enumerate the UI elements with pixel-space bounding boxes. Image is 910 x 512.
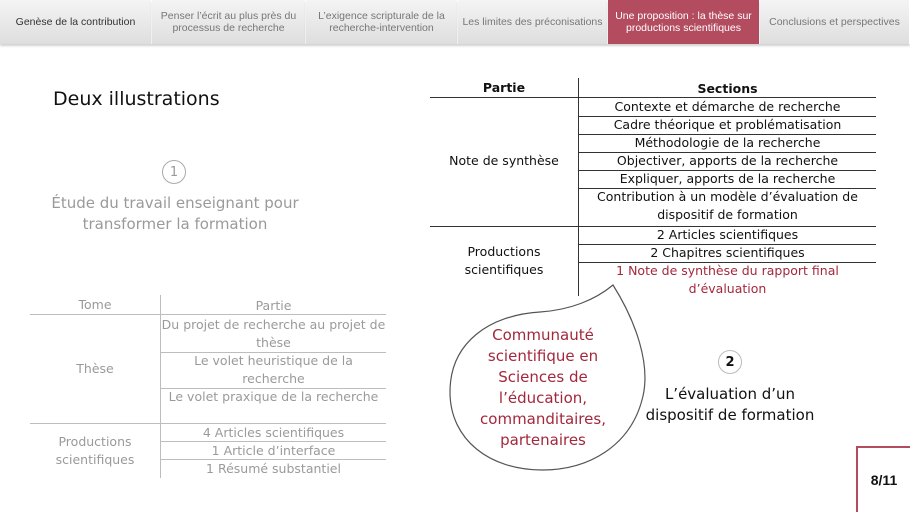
left-table-group-productions: Productions scientifiques: [55, 434, 135, 467]
right-table-row: Cadre théorique et problématisation: [613, 117, 842, 132]
left-table-row: 1 Article d’interface: [211, 443, 336, 458]
left-table-row: 1 Résumé substantiel: [206, 461, 341, 476]
tab-conclusions[interactable]: Conclusions et perspectives: [760, 0, 910, 44]
right-table-row: Contribution à un modèle d’évaluation de dispositif de formation: [597, 189, 858, 222]
number-badge-2: 2: [718, 350, 742, 374]
tab-limites[interactable]: Les limites des préconisations: [458, 0, 608, 44]
right-table-row: Objectiver, apports de la recherche: [616, 153, 839, 168]
right-table-header-partie: Partie: [482, 80, 526, 95]
section-nav: [0, 0, 910, 46]
left-table-group-these: Thèse: [76, 361, 114, 376]
bubble-text: Communauté scientifique en Sciences de l’éducation, commanditaires, partenaires: [480, 326, 606, 449]
tab-proposition-active[interactable]: Une proposition : la thèse sur productions scientifiques: [608, 0, 760, 44]
right-table-row: 2 Chapitres scientifiques: [650, 245, 805, 260]
left-table-row: 4 Articles scientifiques: [202, 425, 345, 440]
tab-genese[interactable]: Genèse de la contribution: [0, 0, 152, 44]
left-table-row: Du projet de recherche au projet de thèse: [161, 317, 386, 350]
left-table-header-partie: Partie: [255, 298, 292, 313]
right-table-group-note: Note de synthèse: [449, 153, 559, 168]
right-table-row-highlighted: 1 Note de synthèse du rapport final d’évaluation: [616, 263, 839, 296]
right-table-row: Contexte et démarche de recherche: [614, 99, 841, 114]
left-table-header-tome: Tome: [78, 297, 112, 312]
right-table-row: Méthodologie de la recherche: [634, 135, 821, 150]
slide-title: Deux illustrations: [53, 88, 220, 110]
right-table-group-productions: Productions scientifiques: [464, 244, 544, 277]
right-table-header-sections: Sections: [697, 81, 758, 96]
right-table-row: Expliquer, apports de la recherche: [619, 171, 836, 186]
page-number: 8/11: [856, 446, 910, 512]
left-table-row: Le volet praxique de la recherche: [168, 389, 379, 404]
illustration-2-text: L’évaluation d’un dispositif de formation: [645, 385, 815, 424]
tab-penser-ecrit[interactable]: Penser l’écrit au plus près du processus de recherche: [152, 0, 306, 44]
number-badge-1: 1: [162, 160, 186, 184]
tab-exigence-scripturale[interactable]: L’exigence scripturale de la recherche-intervention: [306, 0, 458, 44]
right-table-row: 2 Articles scientifiques: [656, 227, 799, 242]
left-table-row: Le volet heuristique de la recherche: [194, 353, 353, 386]
illustration-1-text: Étude du travail enseignant pour transformer la formation: [51, 194, 299, 233]
